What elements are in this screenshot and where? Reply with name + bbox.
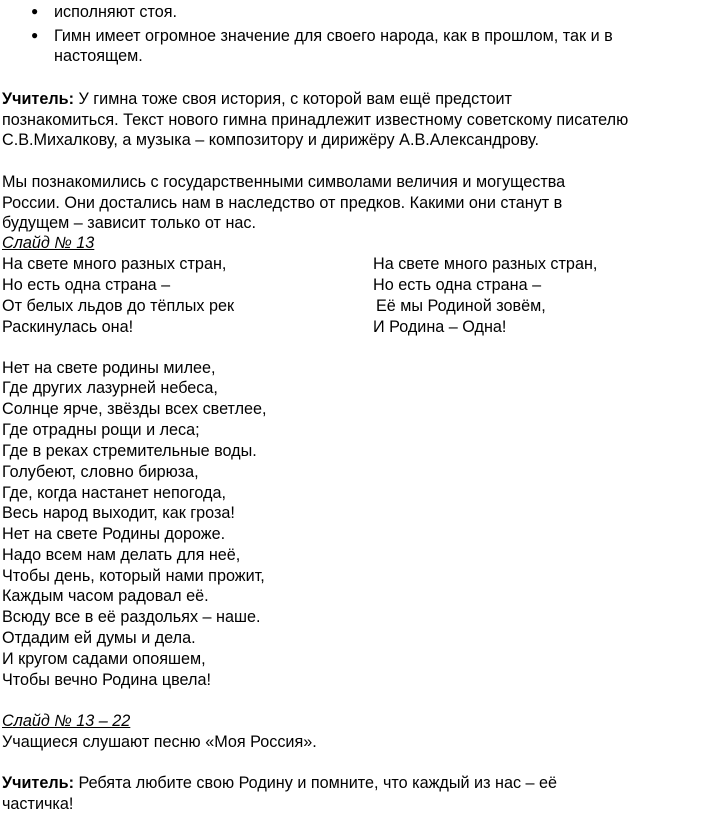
bullet-text-1: исполняют стоя.: [54, 3, 177, 21]
poem-line: Каждым часом радовал её.: [2, 587, 209, 605]
poem-line: Весь народ выходит, как гроза!: [2, 504, 235, 522]
poem-line: Чтобы день, который нами прожит,: [2, 567, 265, 585]
verse-right-2: Но есть одна страна –: [373, 276, 542, 294]
closing-line-1: [2, 773, 557, 793]
slide-range-heading: Слайд № 13 – 22: [2, 712, 131, 730]
students-note: Учащиеся слушают песню «Моя Россия».: [2, 733, 317, 751]
intro-line-1: [2, 89, 512, 109]
poem-line: Всюду все в её раздольях – наше.: [2, 608, 261, 626]
speaker-label: Учитель:: [2, 90, 74, 108]
intro-line-2: познакомиться. Текст нового гимна принадлежит известному советскому писателю: [2, 111, 629, 129]
bullet-marker: ●: [31, 4, 39, 18]
bullet-text-2: Гимн имеет огромное значение для своего народа, как в прошлом, так и в: [54, 27, 613, 45]
poem-line: Отдадим ей думы и дела.: [2, 629, 196, 647]
closing-line-2: частичка!: [2, 795, 74, 813]
poem-line: Где других лазурней небеса,: [2, 379, 218, 397]
intro-line-3: С.В.Михалкову, а музыка – композитору и дирижёру А.В.Александрову.: [2, 131, 539, 149]
poem-line: Нет на свете родины милее,: [2, 359, 216, 377]
verse-right-3: Её мы Родиной зовём,: [376, 297, 546, 315]
paragraph-line-2: России. Они достались нам в наследство от предков. Какими они станут в: [2, 194, 563, 212]
verse-left-3: От белых льдов до тёплых рек: [2, 297, 235, 315]
poem-line: И кругом садами опояшем,: [2, 650, 206, 668]
poem-line: Голубеют, словно бирюза,: [2, 463, 199, 481]
verse-left-4: Раскинулась она!: [2, 318, 134, 336]
bullet-marker: ●: [31, 28, 39, 42]
poem-line: Где отрадны рощи и леса;: [2, 421, 200, 439]
verse-left-2: Но есть одна страна –: [2, 276, 171, 294]
poem-line: Где, когда настанет непогода,: [2, 484, 226, 502]
verse-right-1: На свете много разных стран,: [373, 255, 598, 273]
closing-text: Ребята любите свою Родину и помните, что каждый из нас – её: [73, 774, 558, 792]
intro-text: У гимна тоже своя история, с которой вам ещё предстоит: [73, 90, 512, 108]
verse-right-4: И Родина – Одна!: [373, 318, 507, 336]
verse-left-1: На свете много разных стран,: [2, 255, 227, 273]
speaker-label: Учитель:: [2, 774, 74, 792]
poem-line: Надо всем нам делать для неё,: [2, 546, 241, 564]
paragraph-line-1: Мы познакомились с государственными символами величия и могущества: [2, 173, 566, 191]
bullet-text-2-cont: настоящем.: [54, 47, 143, 65]
poem-line: Солнце ярче, звёзды всех светлее,: [2, 400, 267, 418]
poem-line: Нет на свете Родины дороже.: [2, 525, 226, 543]
poem-line: Чтобы вечно Родина цвела!: [2, 671, 211, 689]
slide-heading: Слайд № 13: [2, 234, 95, 252]
poem-line: Где в реках стремительные воды.: [2, 442, 257, 460]
paragraph-line-3: будущем – зависит только от нас.: [2, 214, 257, 232]
